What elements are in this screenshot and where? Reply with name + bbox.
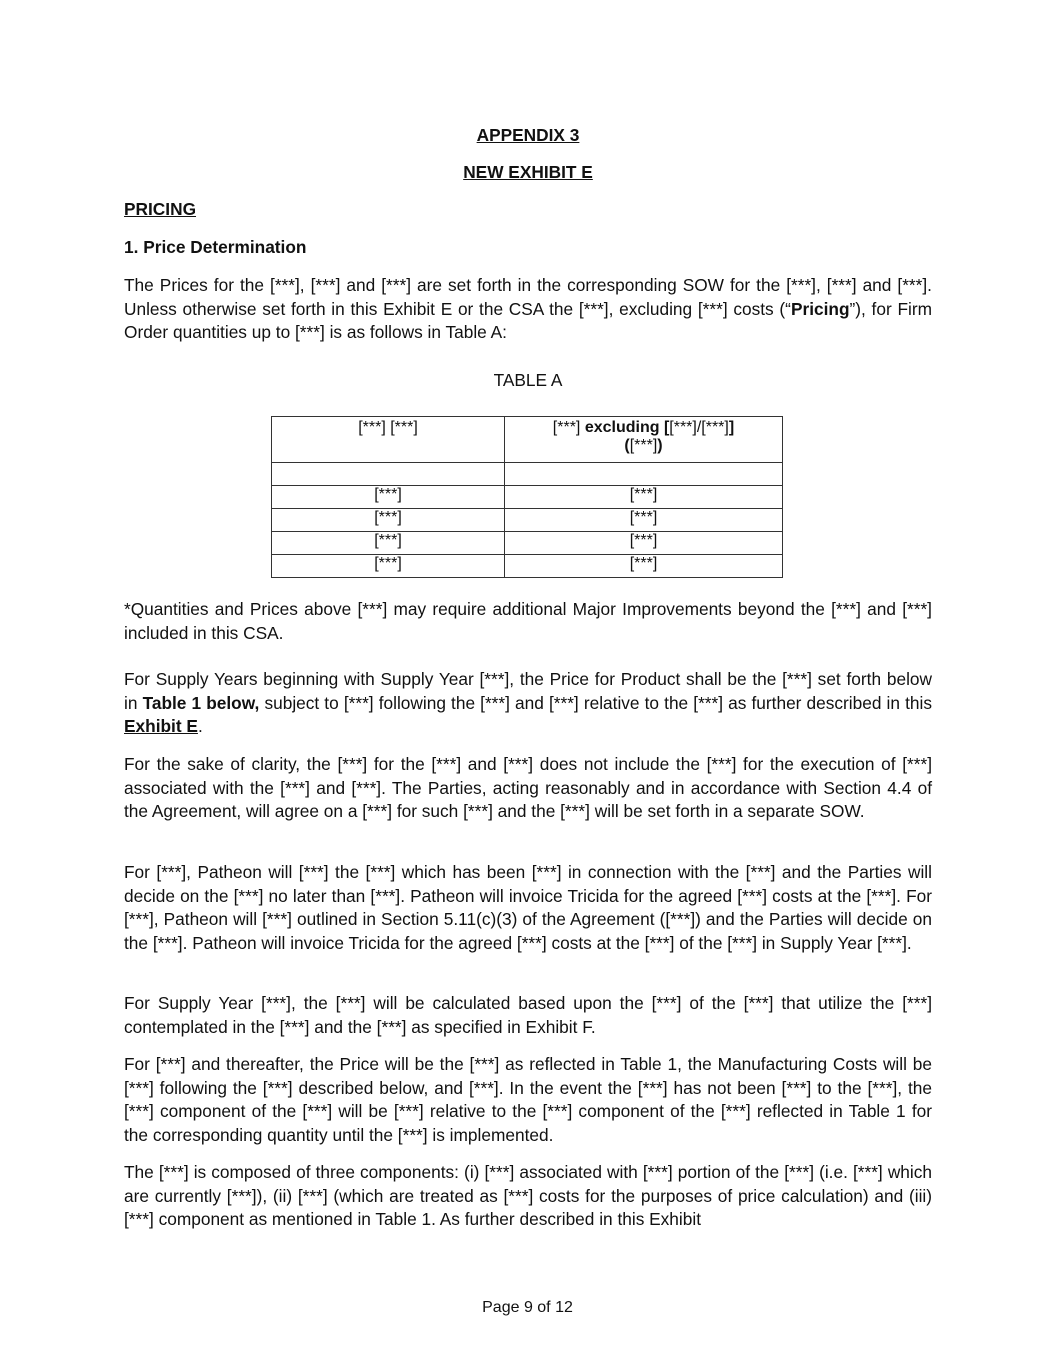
- header-cell-price: [***] excluding [[***]/[***]] ([***]): [505, 417, 783, 463]
- table-row: [***] [***]: [272, 509, 783, 532]
- page-number: Page 9 of 12: [482, 1299, 573, 1316]
- subsection-heading: 1. Price Determination: [124, 237, 307, 257]
- p1-text-a: The Prices for the [***], [***] and [***] are set forth in the corresponding SOW for the [***], [***] and [***]. Unless otherwise set forth in this Exhibit E or the CSA the [***], excluding [***] costs (“: [124, 275, 932, 319]
- appendix-heading: APPENDIX 3: [476, 125, 580, 145]
- paragraph-thereafter-price: For [***] and thereafter, the Price will be the [***] as reflected in Table 1, the Manufacturing Costs will be [***] following the [***] described below, and [***]. In the event the [***] has not been [***] to the [***], the [***] component of the [***] will be [***] relative to the [***] component of the [***] reflected in Table 1 for the corresponding quantity until the [***] is implemented.: [124, 1054, 932, 1145]
- paragraph-components: The [***] is composed of three components: (i) [***] associated with [***] portion of the [***] (i.e. [***] which are currently [***]), (ii) [***] (which are treated as [***] costs for the purposes of price calculation) and (iii) [***] component as mentioned in Table 1. As further described in this Exhibit: [124, 1162, 932, 1230]
- table-row: [***] [***]: [272, 486, 783, 509]
- exhibit-e-reference: Exhibit E: [124, 716, 198, 737]
- paragraph-supply-year-calc: For Supply Year [***], the [***] will be calculated based upon the [***] of the [***] that utilize the [***] contemplated in the [***] and the [***] as specified in Exhibit F.: [124, 993, 932, 1037]
- table-blank-row: [272, 463, 783, 486]
- paragraph-clarity: For the sake of clarity, the [***] for the [***] and [***] does not include the [***] for the execution of [***] associated with the [***] and [***]. The Parties, acting reasonably and in accordance with Section 4.4 of the Agreement, will agree on a [***] for such [***] and the [***] will be set forth in a separate SOW.: [124, 754, 932, 822]
- section-heading: PRICING: [124, 199, 197, 219]
- paragraph-price-intro: [124, 274, 932, 345]
- table-header-row: [272, 417, 783, 463]
- p1-text-b: ”), for Firm Order quantities up to [***] is as follows in Table A:: [124, 298, 932, 343]
- table-row: [***] [***]: [272, 555, 783, 578]
- paragraph-quantities-note: *Quantities and Prices above [***] may require additional Major Improvements beyond the [***] and [***] included in this CSA.: [124, 599, 932, 643]
- p1-bold-pricing: Pricing: [790, 298, 850, 319]
- paragraph-patheon-invoice: For [***], Patheon will [***] the [***] which has been [***] in connection with the [***] and the Parties will decide on the [***] no later than [***]. Patheon will invoice Tricida for the agreed [***] costs at the [***]. For [***], Patheon will [***] outlined in Section 5.11(c)(3) of the Agreement ([***]) and the Parties will decide on the [***]. Patheon will invoice Tricida for the agreed [***] costs at the [***] of the [***] in Supply Year [***].: [124, 862, 932, 953]
- table-row: [***] [***]: [272, 532, 783, 555]
- header-cell-quantity: [***] [***]: [272, 417, 505, 463]
- pricing-table: [271, 416, 783, 578]
- paragraph-supply-years: For Supply Years beginning with Supply Year [***], the Price for Product shall be the [***] set forth below in Table 1 below, subject to [***] following the [***] and [***] relative to the [***] as further described in this Exhibit E.: [124, 669, 932, 737]
- exhibit-heading: NEW EXHIBIT E: [463, 162, 593, 182]
- table-title: TABLE A: [493, 370, 563, 390]
